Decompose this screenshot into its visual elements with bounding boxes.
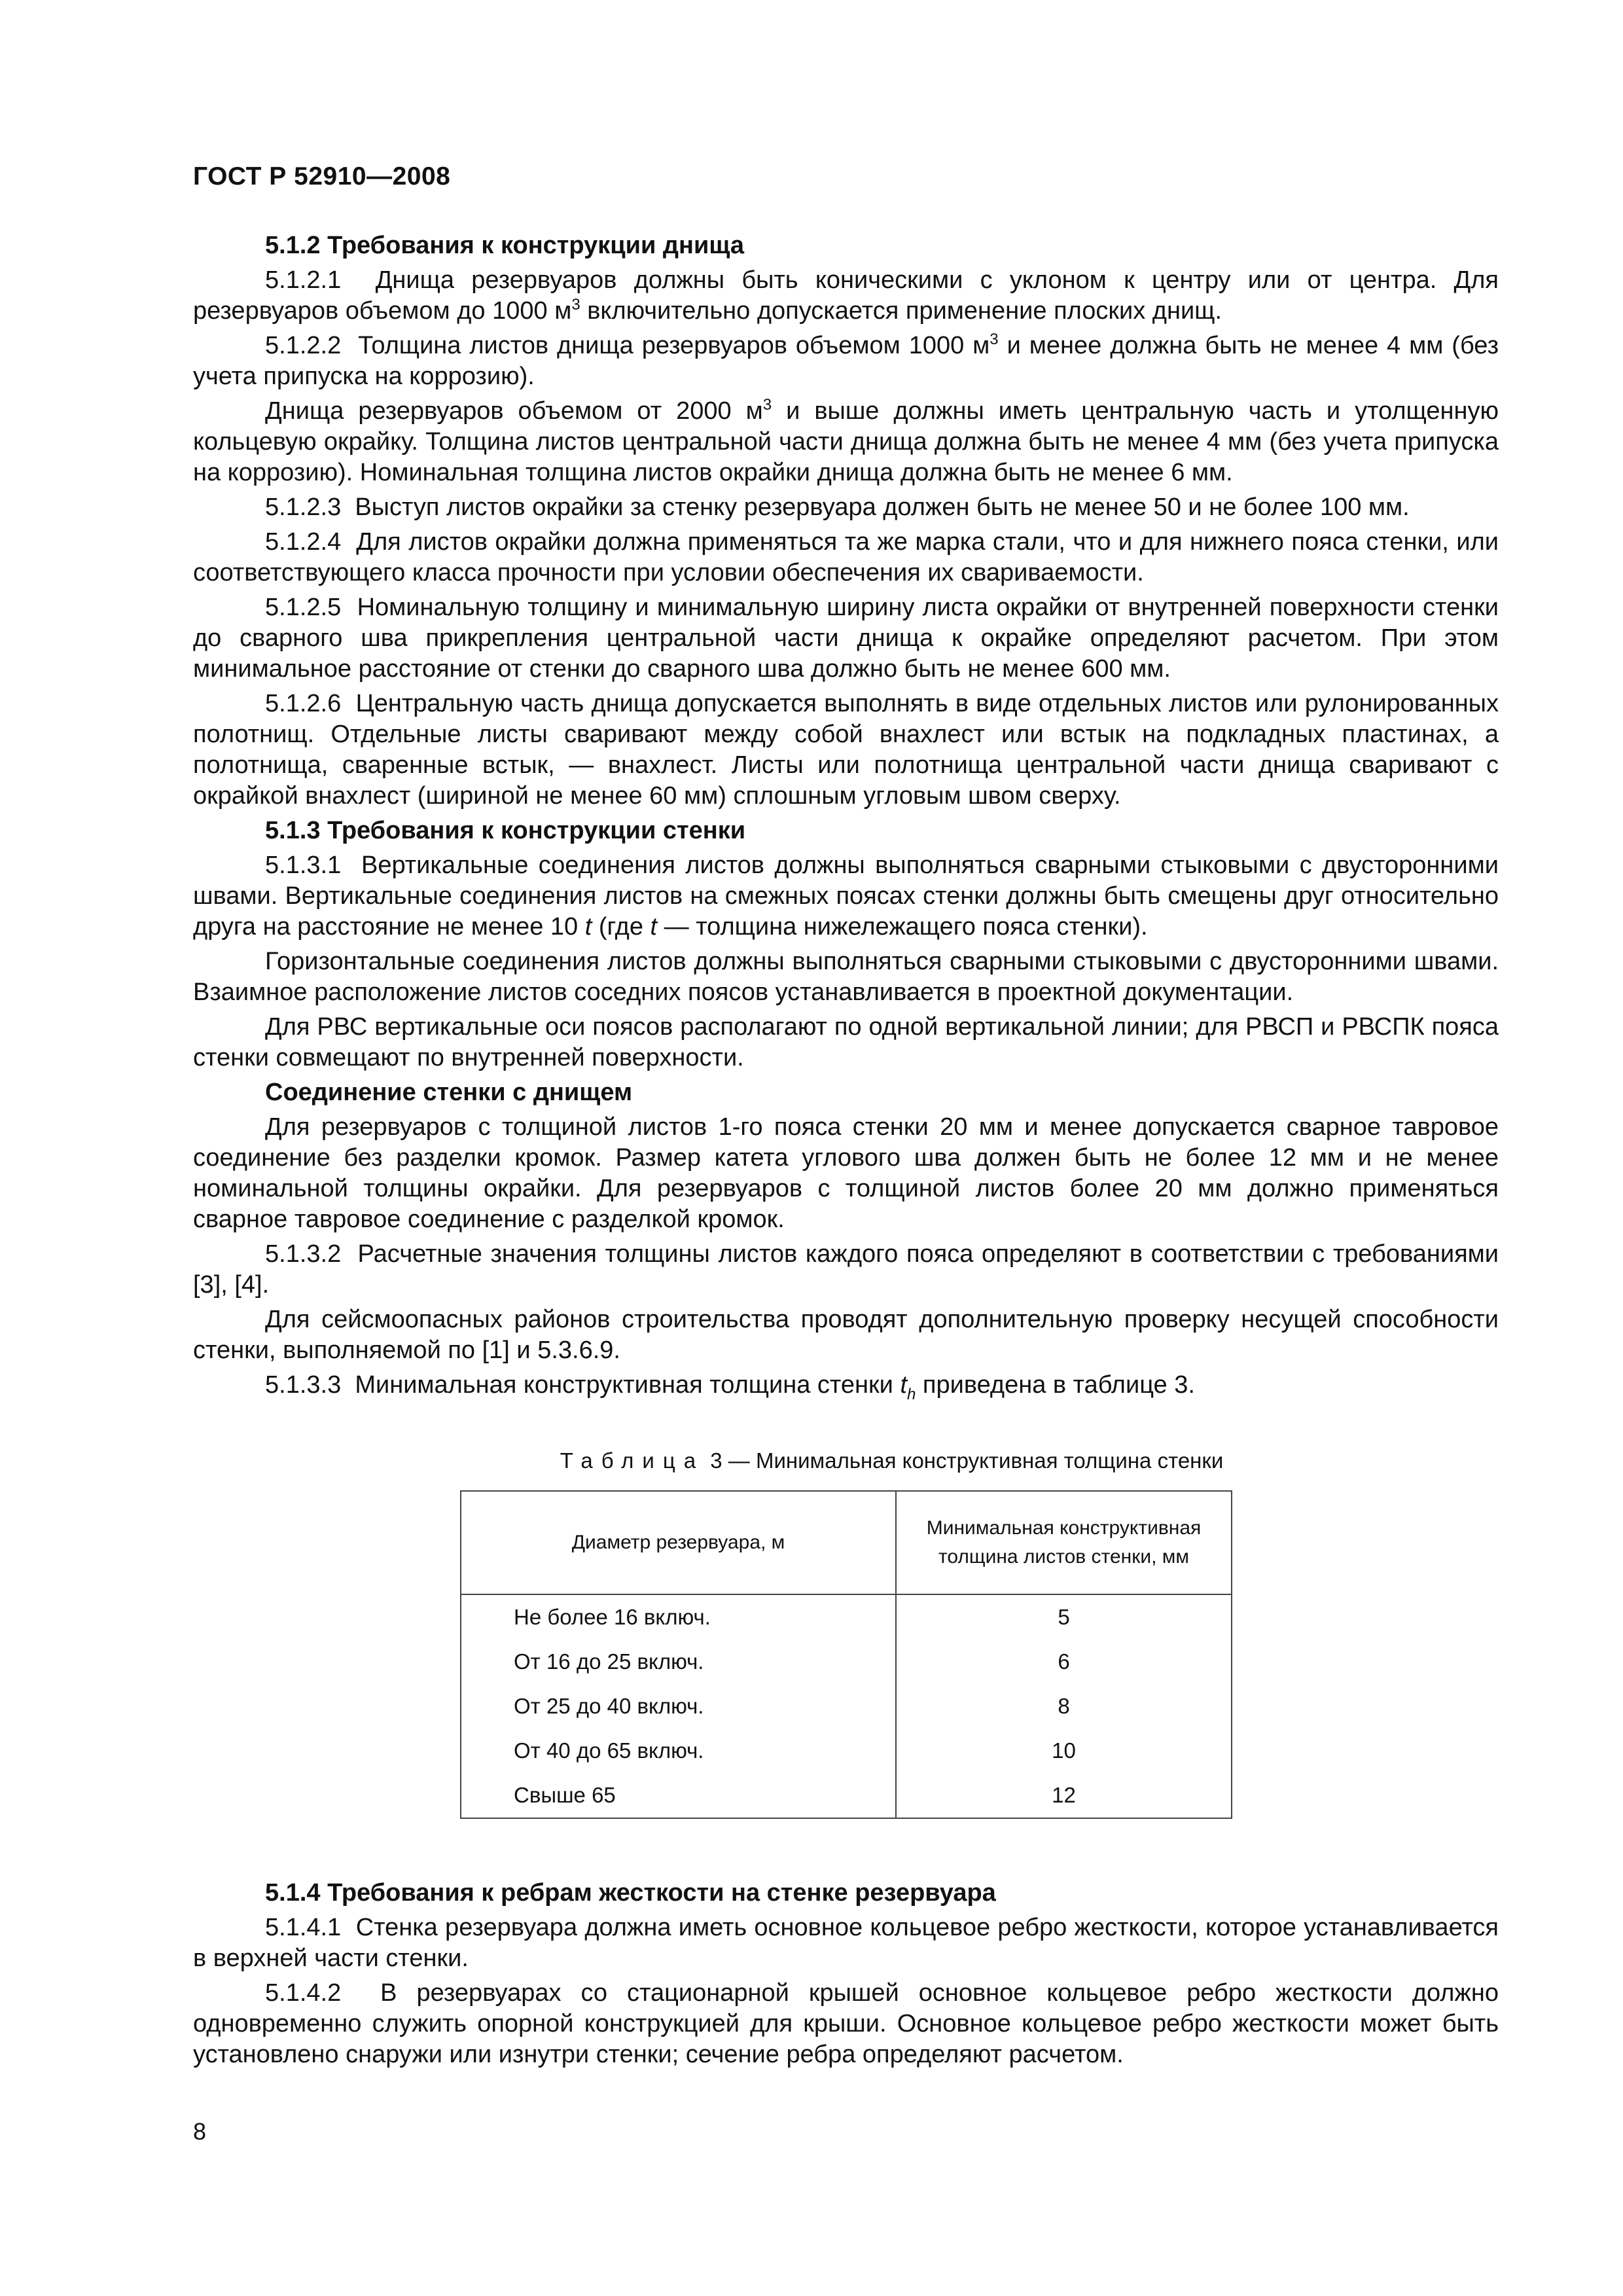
table-3-caption: Таблица 3 — Минимальная конструктивная толщина стенки [560, 1448, 1224, 1473]
table-cell-diameter: От 25 до 40 включ. [461, 1684, 896, 1729]
paragraph-5-1-2-2: 5.1.2.2 Толщина листов днища резервуаров объемом 1000 $м^3$ и менее должна быть не менее 4 мм (без учета припуска на коррозию). [193, 331, 1499, 390]
subheading-wall-bottom-joint: Соединение стенки с днищем [265, 1079, 633, 1106]
table-cell-thickness: 10 [896, 1729, 1232, 1773]
table-cell-thickness: 5 [896, 1594, 1232, 1640]
table-row [461, 1773, 1232, 1818]
paragraph-5-1-3-1: 5.1.3.1 Вертикальные соединения листов должны выполняться сварными стыковыми с двусторонними швами. Вертикальные соединения листов на смежных поясах стенки должны быть смещены друг относительно друга на расстояние не менее 10 t (где t — толщина нижележащего пояса стенки). [193, 852, 1499, 941]
section-heading-5-1-3: 5.1.3 Требования к конструкции стенки [265, 817, 746, 844]
table-cell-thickness: 8 [896, 1684, 1232, 1729]
page-body [193, 230, 1499, 2074]
document-header: ГОСТ Р 52910—2008 [193, 162, 451, 190]
table-cell-diameter: Не более 16 включ. [461, 1594, 896, 1640]
paragraph-5-1-2-5: 5.1.2.5 Номинальную толщину и минимальную ширину листа окрайки от внутренней поверхности стенки до сварного шва прикрепления центральной части днища к окрайке определяют расчетом. При этом минимальное расстояние от стенки до сварного шва должно быть не менее 600 мм. [193, 594, 1499, 683]
paragraph-bottom-over-2000: Днища резервуаров объемом от 2000 $м^3$ и выше должны иметь центральную часть и утолщенную кольцевую окрайку. Толщина листов центральной части днища должна быть не менее 4 мм (без учета припуска на коррозию). Номинальная толщина листов окрайки днища должна быть не менее 6 мм. [193, 396, 1499, 486]
paragraph-seismic: Для сейсмоопасных районов строительства проводят дополнительную проверку несущей способности стенки, выполняемой по [1] и 5.3.6.9. [193, 1306, 1499, 1364]
table-cell-diameter: Свыше 65 [461, 1773, 896, 1818]
paragraph-5-1-4-2: 5.1.4.2 В резервуарах со стационарной крышей основное кольцевое ребро жесткости должно одновременно служить опорной конструкцией для крыши. Основное кольцевое ребро жесткости может быть установлено снаружи или изнутри стенки; сечение ребра определяют расчетом. [193, 1979, 1499, 2068]
table-cell-diameter: От 16 до 25 включ. [461, 1640, 896, 1684]
table-cell-thickness: 6 [896, 1640, 1232, 1684]
table-header-thickness: Минимальная конструктивная толщина листов стенки, мм [896, 1491, 1232, 1594]
table-cell-diameter: От 40 до 65 включ. [461, 1729, 896, 1773]
table-row [461, 1684, 1232, 1729]
paragraph-horizontal-joints: Горизонтальные соединения листов должны выполняться сварными стыковыми с двусторонними швами. Взаимное расположение листов соседних поясов устанавливается в проектной документации. [193, 948, 1499, 1006]
paragraph-5-1-3-2: 5.1.3.2 Расчетные значения толщины листов каждого пояса определяют в соответствии с требованиями [3], [4]. [193, 1240, 1499, 1299]
table-header-diameter: Диаметр резервуара, м [461, 1491, 896, 1594]
table-cell-thickness: 12 [896, 1773, 1232, 1818]
table-3 [460, 1490, 1232, 1819]
paragraph-rvs-axes: Для РВС вертикальные оси поясов располагают по одной вертикальной линии; для РВСП и РВСПК пояса стенки совмещают по внутренней поверхности. [193, 1013, 1499, 1071]
page-number: 8 [193, 2118, 207, 2145]
paragraph-5-1-3-3: 5.1.3.3 Минимальная конструктивная толщина стенки $t_h$ приведена в таблице 3. [265, 1371, 1195, 1403]
table-row [461, 1729, 1232, 1773]
paragraph-5-1-2-4: 5.1.2.4 Для листов окрайки должна применяться та же марка стали, что и для нижнего пояса стенки, или соответствующего класса прочности при условии обеспечения их свариваемости. [193, 528, 1499, 586]
table-row [461, 1594, 1232, 1640]
section-heading-5-1-4: 5.1.4 Требования к ребрам жесткости на стенке резервуара [265, 1879, 996, 1907]
paragraph-5-1-2-6: 5.1.2.6 Центральную часть днища допускается выполнять в виде отдельных листов или рулонированных полотнищ. Отдельные листы сваривают между собой внахлест или встык на подкладных пластинах, а полотнища, сваренные встык, — внахлест. Листы или полотнища центральной части днища сваривают с окрайкой внахлест (шириной не менее 60 мм) сплошным угловым швом сверху. [193, 690, 1499, 810]
paragraph-5-1-2-3: 5.1.2.3 Выступ листов окрайки за стенку резервуара должен быть не менее 50 и не более 100 мм. [265, 493, 1410, 521]
section-heading-5-1-2: 5.1.2 Требования к конструкции днища [265, 232, 745, 259]
paragraph-5-1-2-1: 5.1.2.1 Днища резервуаров должны быть коническими с уклоном к центру или от центра. Для резервуаров объемом до 1000 $м^3$ включительно допускается применение плоских днищ. [193, 266, 1499, 325]
paragraph-5-1-4-1: 5.1.4.1 Стенка резервуара должна иметь основное кольцевое ребро жесткости, которое устанавливается в верхней части стенки. [193, 1914, 1499, 1972]
paragraph-tee-joint: Для резервуаров с толщиной листов 1-го пояса стенки 20 мм и менее допускается сварное тавровое соединение без разделки кромок. Размер катета углового шва должен быть не более 12 мм и не менее номинальной толщины окрайки. Для резервуаров с толщиной листов более 20 мм должно применяться сварное тавровое соединение с разделкой кромок. [193, 1113, 1499, 1233]
table-row [461, 1640, 1232, 1684]
